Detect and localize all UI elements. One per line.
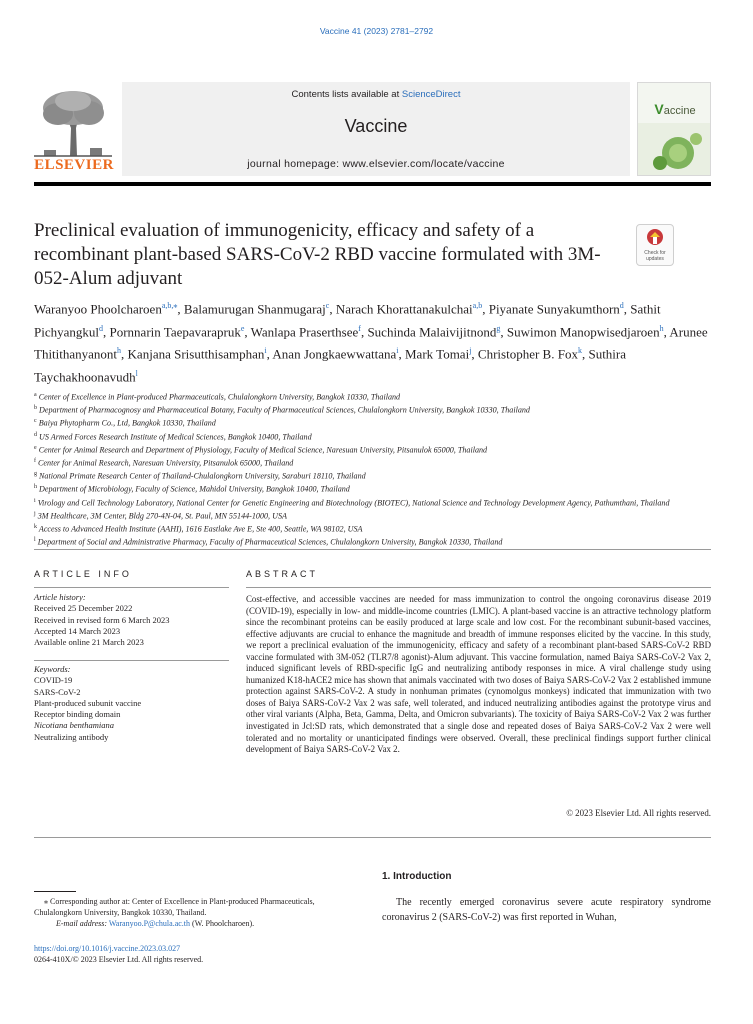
affiliation-item: [34, 430, 724, 443]
author-separator: ,: [177, 301, 184, 317]
keyword: Plant-produced subunit vaccine: [34, 697, 142, 708]
article-title: Preclinical evaluation of immunogenicity, efficacy and safety of a recombinant plant-based SARS-CoV-2 RBD vaccine formulated with 3M-052-Alum adjuvant: [34, 220, 601, 289]
affiliation-item: [34, 522, 724, 535]
author-separator: ,: [398, 346, 405, 362]
author-list: [34, 296, 714, 387]
affiliation-key: c: [34, 418, 37, 425]
affiliation-key: g: [34, 471, 37, 478]
affiliation-item: [34, 403, 724, 416]
divider: [34, 837, 711, 838]
affiliation-item: [34, 469, 724, 482]
author-affiliation-marker[interactable]: h: [659, 323, 664, 333]
divider: [34, 549, 711, 550]
divider: [34, 587, 229, 588]
author-name[interactable]: Suchinda Malaivijitnond: [367, 324, 497, 340]
affiliation-key: b: [34, 405, 37, 412]
history-item: Received 25 December 2022: [34, 603, 133, 614]
history-item: Accepted 14 March 2023: [34, 625, 121, 636]
affiliation-key: k: [34, 523, 37, 530]
author-separator: ,: [482, 301, 489, 317]
author-separator: ,: [581, 346, 589, 362]
doi-link[interactable]: https://doi.org/10.1016/j.vaccine.2023.03.027: [34, 944, 181, 953]
affiliation-key: e: [34, 444, 37, 451]
history-label: Article history:: [34, 592, 86, 602]
author-name[interactable]: Balamurugan Shanmugaraj: [183, 301, 326, 317]
keyword: SARS-CoV-2: [34, 686, 81, 697]
keyword: Receptor binding domain: [34, 709, 121, 720]
affiliation-key: a: [34, 392, 37, 398]
article-history: [34, 592, 234, 648]
article-info-heading: ARTICLE INFO: [34, 569, 132, 579]
author-name[interactable]: Mark Tomai: [404, 346, 470, 362]
author-name[interactable]: Anan Jongkaewwattana: [272, 346, 397, 362]
author-name[interactable]: Arunee Thitithanyanont: [34, 324, 708, 362]
affiliation-item: [34, 456, 724, 469]
affiliation-text: Department of Social and Administrative Pharmacy, Faculty of Pharmaceutical Sciences, Chulalongkorn University, Bangkok 10330, Thailand: [37, 537, 503, 547]
divider: [34, 660, 229, 661]
abstract-copyright: © 2023 Elsevier Ltd. All rights reserved.: [566, 808, 711, 818]
author-name[interactable]: Sathit Pichyangkul: [34, 301, 661, 340]
affiliation-item: [34, 416, 724, 429]
author-separator: ,: [244, 324, 251, 340]
author-separator: ,: [623, 301, 631, 317]
author-affiliation-marker[interactable]: j: [469, 346, 472, 356]
affiliation-key: j: [34, 510, 36, 517]
author-name[interactable]: Suwimon Manopwisedjaroen: [506, 324, 660, 340]
affiliation-text: Virology and Cell Technology Laboratory, National Center for Genetic Engineering and Biotechnology (BIOTEC), National Science and Technology Development Agency, Pathumthani, Thailand: [37, 498, 670, 508]
author-affiliation-marker[interactable]: i: [396, 346, 399, 356]
contents-line: Contents lists available at ScienceDirect: [291, 89, 461, 100]
sciencedirect-link[interactable]: ScienceDirect: [401, 89, 461, 100]
affiliation-text: Center for Animal Research and Department of Physiology, Faculty of Medical Science, Naresuan University, Pitsanulok 65000, Thailand: [38, 445, 488, 455]
issn-line: 0264-410X/© 2023 Elsevier Ltd. All rights reserved.: [34, 955, 204, 964]
author-affiliation-marker[interactable]: d: [99, 323, 103, 333]
affiliation-key: l: [34, 537, 36, 544]
keyword: Nicotiana benthamiana: [34, 720, 115, 731]
affiliation-text: Center of Excellence in Plant-produced Pharmaceuticals, Chulalongkorn University, Bangkok 10330, Thailand: [38, 392, 401, 402]
author-separator: ,: [329, 301, 336, 317]
author-name[interactable]: Suthira Taychakhoonavudh: [34, 346, 627, 385]
author-affiliation-marker[interactable]: d: [619, 301, 624, 310]
affiliation-text: US Armed Forces Research Institute of Medical Sciences, Bangkok 10400, Thailand: [39, 432, 312, 442]
author-separator: ,: [360, 324, 368, 340]
affiliation-key: d: [34, 431, 37, 438]
abstract-heading: ABSTRACT: [246, 569, 319, 579]
footnote-rule: [34, 891, 76, 892]
affiliation-item: [34, 496, 724, 509]
journal-cover-thumbnail: [637, 82, 711, 176]
keyword: COVID-19: [34, 675, 73, 686]
author-separator: ,: [266, 346, 273, 362]
author-name[interactable]: Christopher B. Fox: [477, 346, 578, 362]
check-for-updates-icon: [646, 228, 664, 248]
divider: [246, 587, 711, 588]
introduction-text: The recently emerged coronavirus severe acute respiratory syndrome coronavirus 2 (SARS-CoV-2) was first reported in Wuhan,: [382, 897, 711, 923]
elsevier-wordmark: ELSEVIER: [34, 157, 114, 173]
affiliation-item: [34, 535, 724, 548]
author-affiliation-marker[interactable]: e: [240, 323, 245, 333]
author-name[interactable]: Piyanate Sunyakumthorn: [488, 301, 620, 317]
affiliation-text: National Primate Research Center of Thailand-Chulalongkorn University, Saraburi 18110, Thailand: [39, 471, 366, 481]
history-item: Received in revised form 6 March 2023: [34, 614, 170, 625]
affiliation-list: [34, 390, 724, 548]
affiliation-text: Department of Microbiology, Faculty of Science, Mahidol University, Bangkok 10400, Thailand: [39, 485, 350, 494]
author-name[interactable]: Narach Khorattanakulchai: [335, 301, 473, 317]
affiliation-text: Department of Pharmacognosy and Pharmaceutical Botany, Faculty of Pharmaceutical Sciences, Chulalongkorn University, Bangkok 10330, Thailand: [39, 405, 530, 415]
affiliation-text: Baiya Phytopharm Co., Ltd, Bangkok 10330, Thailand: [38, 419, 216, 429]
author-separator: ,: [103, 324, 110, 340]
corresponding-author-footnote: ⁎ Corresponding author at: Center of Excellence in Plant-produced Pharmaceuticals, Chulalongkorn University, Bangkok 10330, Thailand. E-mail address: Waranyoo.P@chula.ac.th (W. Phoolcharoen).: [34, 897, 315, 928]
author-affiliation-marker[interactable]: a,b,: [161, 301, 174, 310]
affiliation-item: [34, 482, 724, 495]
author-affiliation-marker[interactable]: g: [496, 323, 501, 333]
author-affiliation-marker[interactable]: h: [117, 346, 122, 356]
check-for-updates-text: Check for updates: [644, 250, 666, 262]
author-name[interactable]: Wanlapa Praserthsee: [250, 324, 359, 340]
author-separator: ,: [471, 346, 478, 362]
author-affiliation-marker[interactable]: f: [358, 323, 361, 333]
author-separator: ,: [500, 324, 507, 340]
keyword: Neutralizing antibody: [34, 731, 109, 742]
author-name[interactable]: Waranyoo Phoolcharoen: [34, 301, 162, 317]
cover-title: Vaccine: [654, 101, 696, 117]
history-item: Available online 21 March 2023: [34, 637, 144, 648]
abstract-text: Cost-effective, and accessible vaccines are needed for mass immunization to control the ongoing coronavirus disease 2019 (COVID-19), especially in low- and middle-income countries (LMIC). A plant-based vaccine is an attractive technology platform since the recombinant proteins can be easily produced at large scale and low cost. For the recombinant subunit-based vaccines, effective adjuvants are crucial to enhance the magnitude and breadth of immune responses elicited by the vaccine. In this study, we report a preclinical evaluation of the immunogenicity, efficacy and safety of a recombinant plant-based SARS-CoV-2 RBD vaccine formulated with 3M-052 (TLR7/8 agonist)-Alum adjuvant. This vaccine formulation, named Baiya SARS-CoV-2 Vax 2, induced significant levels of RBD-specific IgG and neutralizing antibody responses in mice. A viral challenge study using humanized K18-hACE2 mice has shown that animals vaccinated with two doses of Baiya SARS-CoV-2 Vax 2 established immune protection against SARS-CoV-2. A study in nonhuman primates (cynomolgus monkeys) indicated that immunization with two doses of Baiya SARS-CoV-2 Vax 2 was safe, well tolerated, and induced neutralizing antibodies against the prototype virus and other viral variants (Alpha, Beta, Gamma, Delta, and Omicron subvariants). The toxicity of Baiya SARS-CoV-2 Vax 2 was further investigated in Jcl:SD rats, which demonstrated that a single dose and repeated doses of Baiya SARS-CoV-2 Vax 2 were well tolerated and no mortality or unanticipated findings were observed. Overall, these preclinical findings support further clinical development of Baiya SARS-CoV-2 Vax 2.: [246, 594, 711, 755]
journal-name: Vaccine: [344, 116, 408, 136]
author-affiliation-marker[interactable]: l: [135, 369, 138, 379]
introduction-heading: 1. Introduction: [382, 871, 452, 882]
affiliation-text: Access to Advanced Health Institute (AAHI), 1616 Eastlake Ave E, Ste 400, Seattle, WA 98102, USA: [38, 524, 363, 534]
affiliation-text: Center for Animal Research, Naresuan University, Pitsanulok 65000, Thailand: [38, 458, 294, 468]
affiliation-key: f: [34, 457, 36, 464]
author-name[interactable]: Pornnarin Taepavarapruk: [109, 324, 241, 340]
author-email-link[interactable]: Waranyoo.P@chula.ac.th: [108, 919, 191, 928]
journal-citation[interactable]: Vaccine 41 (2023) 2781–2792: [319, 26, 434, 36]
affiliation-item: [34, 390, 724, 403]
affiliation-item: [34, 509, 724, 522]
journal-homepage[interactable]: journal homepage: www.elsevier.com/locate/vaccine: [247, 158, 505, 170]
affiliation-item: [34, 443, 724, 456]
author-affiliation-marker[interactable]: i: [264, 346, 267, 356]
author-affiliation-marker[interactable]: c: [325, 301, 330, 310]
author-separator: ,: [121, 346, 128, 362]
affiliation-key: h: [34, 484, 37, 491]
author-name[interactable]: Kanjana Srisutthisamphan: [127, 346, 265, 362]
keyword-list: [34, 664, 234, 743]
corresponding-author-marker[interactable]: ⁎: [173, 301, 178, 310]
affiliation-key: i: [34, 497, 36, 504]
cover-vaccine-image-icon: [638, 123, 711, 176]
check-for-updates-badge[interactable]: [636, 224, 674, 266]
author-affiliation-marker[interactable]: k: [577, 346, 582, 356]
author-separator: ,: [663, 324, 670, 340]
keywords-label: Keywords:: [34, 664, 71, 674]
author-affiliation-marker[interactable]: a,b: [472, 301, 483, 310]
header-rule: [34, 182, 711, 186]
affiliation-text: 3M Healthcare, 3M Center, Bldg 270-4N-04, St. Paul, MN 55144-1000, USA: [37, 511, 287, 521]
